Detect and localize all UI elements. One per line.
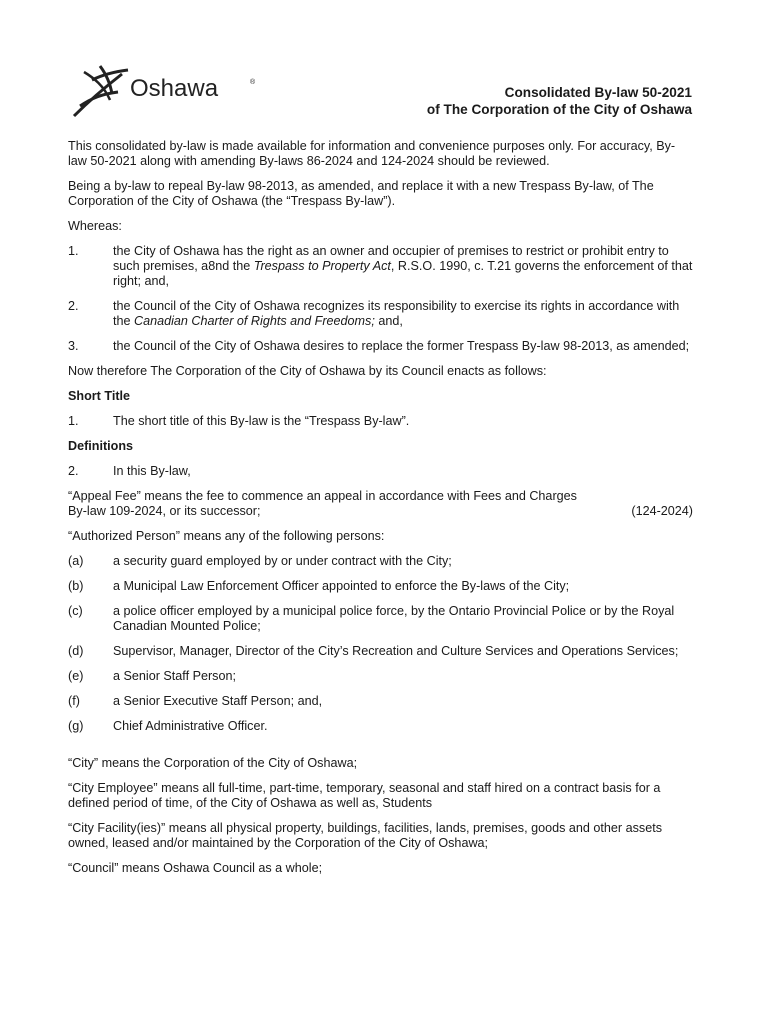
person-item — [68, 644, 693, 659]
definitions-section — [68, 464, 693, 479]
person-item — [68, 719, 693, 734]
recital-number: 3. — [68, 339, 79, 353]
whereas-label: Whereas: — [68, 219, 122, 233]
definition-city: “City” means the Corporation of the City of Oshawa; — [68, 756, 358, 770]
logo-registered-mark: ® — [250, 79, 256, 86]
person-item — [68, 604, 693, 634]
person-text: a Senior Executive Staff Person; and, — [113, 694, 323, 708]
person-text: a Municipal Law Enforcement Officer appointed to enforce the By-laws of the City; — [113, 579, 570, 593]
person-text: a police officer employed by a municipal police force, by the Ontario Provincial Police or by the Royal Canadian Mounted Police; — [113, 604, 675, 633]
person-text: Chief Administrative Officer. — [113, 719, 268, 733]
appeal-fee-line1: “Appeal Fee” means the fee to commence an appeal in accordance with Fees and Charges — [68, 489, 577, 503]
person-item — [68, 579, 693, 594]
person-text: a Senior Staff Person; — [113, 669, 236, 683]
person-label: (d) — [68, 644, 84, 658]
person-label: (g) — [68, 719, 84, 733]
person-item — [68, 694, 693, 709]
consolidation-notice: This consolidated by-law is made available for information and convenience purposes only. For accuracy, By-law 50-2021 along with amending By-laws 86-2024 and 124-2024 should be reviewed. — [68, 139, 676, 168]
recital-text-end: , R.S.O. 1990, c. T.21 governs the enforcement of that right; and, — [113, 259, 693, 288]
person-label: (c) — [68, 604, 83, 618]
definition-council: “Council” means Oshawa Council as a whole; — [68, 861, 323, 875]
amendment-reference: (124-2024) — [631, 504, 693, 518]
section-number: 2. — [68, 464, 79, 478]
section-text: The short title of this By-law is the “Trespass By-law”. — [113, 414, 410, 428]
short-title-heading: Short Title — [68, 389, 131, 403]
appeal-fee-line2: By-law 109-2024, or its successor; — [68, 504, 261, 518]
person-label: (a) — [68, 554, 84, 568]
logo-wordmark: Oshawa — [130, 75, 219, 102]
person-label: (e) — [68, 669, 84, 683]
person-label: (f) — [68, 694, 80, 708]
definition-city-employee: “City Employee” means all full-time, part-time, temporary, seasonal and staff hired on a contract basis for a defined period of time, of the City of Oshawa as well as, Students — [68, 781, 661, 810]
recital-italic: Trespass to Property Act — [253, 259, 391, 273]
person-text: Supervisor, Manager, Director of the City’s Recreation and Culture Services and Operations Services; — [113, 644, 679, 658]
person-text: a security guard employed by or under contract with the City; — [113, 554, 452, 568]
definitions-heading: Definitions — [68, 439, 134, 453]
header-title-line2: of The Corporation of the City of Oshawa — [426, 102, 692, 117]
document-header — [427, 84, 692, 118]
oshawa-logo — [70, 60, 270, 120]
recital-text: the Council of the City of Oshawa recognizes its responsibility to exercise its rights in accordance with the — [113, 299, 680, 328]
purpose-paragraph: Being a by-law to repeal By-law 98-2013, as amended, and replace it with a new Trespass By-law, of The Corporation of the City of Oshawa (the “Trespass By-law”). — [68, 179, 654, 208]
definition-appeal-fee — [68, 489, 693, 519]
recital-item — [68, 299, 693, 329]
document-body — [68, 139, 693, 886]
enacting-clause: Now therefore The Corporation of the City of Oshawa by its Council enacts as follows: — [68, 364, 547, 378]
section-number: 1. — [68, 414, 79, 428]
recital-number: 1. — [68, 244, 79, 258]
recital-text-end: and, — [374, 314, 403, 328]
section-text: In this By-law, — [113, 464, 191, 478]
person-label: (b) — [68, 579, 84, 593]
short-title-section — [68, 414, 693, 429]
recital-text: the Council of the City of Oshawa desires to replace the former Trespass By-law 98-2013, as amended; — [113, 339, 690, 353]
person-item — [68, 669, 693, 684]
recital-number: 2. — [68, 299, 79, 313]
recital-item — [68, 339, 693, 354]
person-item — [68, 554, 693, 569]
header-title-line1: Consolidated By-law 50-2021 — [504, 85, 692, 100]
definition-authorized-person: “Authorized Person” means any of the following persons: — [68, 529, 385, 543]
oshawa-swirl-icon — [70, 60, 270, 120]
definition-city-facility: “City Facility(ies)” means all physical property, buildings, facilities, lands, premises, goods and other assets owned, leased and/or maintained by the Corporation of the City of Oshawa; — [68, 821, 663, 850]
recital-italic: Canadian Charter of Rights and Freedoms; — [134, 314, 375, 328]
recital-text: the City of Oshawa has the right as an owner and occupier of premises to restrict or prohibit entry to such premises, a8nd the — [113, 244, 669, 273]
recital-item — [68, 244, 693, 289]
